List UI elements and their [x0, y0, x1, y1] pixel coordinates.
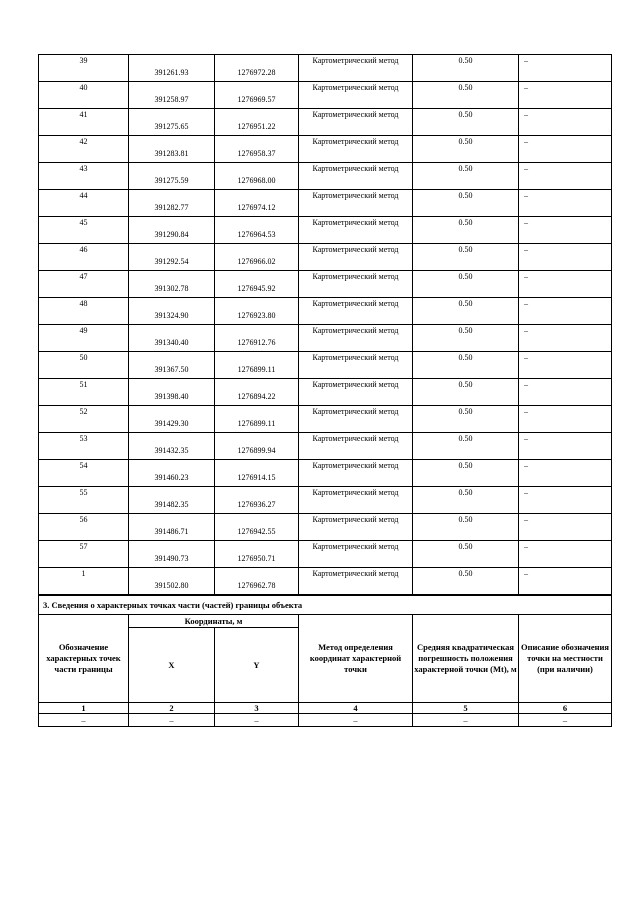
table-row: [39, 514, 612, 541]
column-number: 3: [215, 703, 299, 714]
error-cell: 0.50: [413, 460, 519, 487]
description-cell: –: [519, 136, 612, 163]
point-number: 44: [39, 190, 129, 217]
error-cell: 0.50: [413, 379, 519, 406]
description-cell: –: [519, 298, 612, 325]
table-row: [39, 55, 612, 82]
table-row: [39, 163, 612, 190]
description-cell: –: [519, 109, 612, 136]
coord-x: 391398.40: [129, 379, 215, 406]
error-cell: 0.50: [413, 433, 519, 460]
header-error: Средняя квадратическая погрешность положения характерной точки (Mt), м: [413, 615, 519, 703]
coord-x: 391290.84: [129, 217, 215, 244]
coord-y: 1276966.02: [215, 244, 299, 271]
error-cell: 0.50: [413, 136, 519, 163]
method-cell: Картометрический метод: [299, 352, 413, 379]
point-number: 51: [39, 379, 129, 406]
section-title: 3. Сведения о характерных точках части (частей) границы объекта: [39, 596, 612, 615]
method-cell: Картометрический метод: [299, 460, 413, 487]
method-cell: Картометрический метод: [299, 487, 413, 514]
empty-cell: –: [519, 714, 612, 727]
table-row: [39, 136, 612, 163]
error-cell: 0.50: [413, 82, 519, 109]
description-cell: –: [519, 55, 612, 82]
table-row: [39, 190, 612, 217]
table-row: [39, 271, 612, 298]
coord-x: 391283.81: [129, 136, 215, 163]
coord-x: 391261.93: [129, 55, 215, 82]
coord-x: 391486.71: [129, 514, 215, 541]
error-cell: 0.50: [413, 271, 519, 298]
coord-y: 1276894.22: [215, 379, 299, 406]
table-row: [39, 82, 612, 109]
coord-x: 391460.23: [129, 460, 215, 487]
description-cell: –: [519, 271, 612, 298]
table-row: [39, 298, 612, 325]
coord-y: 1276945.92: [215, 271, 299, 298]
coord-y: 1276962.78: [215, 568, 299, 595]
method-cell: Картометрический метод: [299, 55, 413, 82]
method-cell: Картометрический метод: [299, 433, 413, 460]
description-cell: –: [519, 487, 612, 514]
coord-y: 1276923.80: [215, 298, 299, 325]
header-description: Описание обозначения точки на местности (при наличии): [519, 615, 612, 703]
point-number: 55: [39, 487, 129, 514]
table-row: [39, 379, 612, 406]
method-cell: Картометрический метод: [299, 298, 413, 325]
coord-x: 391490.73: [129, 541, 215, 568]
error-cell: 0.50: [413, 541, 519, 568]
header-coordinates: Координаты, м: [129, 615, 299, 628]
empty-cell: –: [129, 714, 215, 727]
method-cell: Картометрический метод: [299, 82, 413, 109]
point-number: 53: [39, 433, 129, 460]
error-cell: 0.50: [413, 163, 519, 190]
point-number: 47: [39, 271, 129, 298]
coord-y: 1276899.11: [215, 406, 299, 433]
coord-x: 391324.90: [129, 298, 215, 325]
coord-y: 1276942.55: [215, 514, 299, 541]
description-cell: –: [519, 433, 612, 460]
description-cell: –: [519, 406, 612, 433]
method-cell: Картометрический метод: [299, 541, 413, 568]
method-cell: Картометрический метод: [299, 271, 413, 298]
table-row: [39, 541, 612, 568]
document-sheet: [38, 54, 611, 727]
coord-x: 391282.77: [129, 190, 215, 217]
coord-y: 1276968.00: [215, 163, 299, 190]
coord-x: 391502.80: [129, 568, 215, 595]
error-cell: 0.50: [413, 217, 519, 244]
error-cell: 0.50: [413, 298, 519, 325]
method-cell: Картометрический метод: [299, 379, 413, 406]
coord-x: 391340.40: [129, 325, 215, 352]
description-cell: –: [519, 163, 612, 190]
description-cell: –: [519, 541, 612, 568]
section3-table: [38, 595, 612, 727]
method-cell: Картометрический метод: [299, 406, 413, 433]
method-cell: Картометрический метод: [299, 325, 413, 352]
table-row: [39, 109, 612, 136]
coord-x: 391429.30: [129, 406, 215, 433]
coord-x: 391367.50: [129, 352, 215, 379]
point-number: 48: [39, 298, 129, 325]
point-number: 1: [39, 568, 129, 595]
point-number: 49: [39, 325, 129, 352]
table-row: [39, 244, 612, 271]
coord-y: 1276964.53: [215, 217, 299, 244]
header-method: Метод определения координат характерной точки: [299, 615, 413, 703]
table-row: [39, 325, 612, 352]
coord-y: 1276969.57: [215, 82, 299, 109]
coord-y: 1276958.37: [215, 136, 299, 163]
point-number: 42: [39, 136, 129, 163]
table-row: [39, 433, 612, 460]
point-number: 40: [39, 82, 129, 109]
error-cell: 0.50: [413, 352, 519, 379]
error-cell: 0.50: [413, 109, 519, 136]
error-cell: 0.50: [413, 190, 519, 217]
method-cell: Картометрический метод: [299, 217, 413, 244]
description-cell: –: [519, 82, 612, 109]
coord-y: 1276951.22: [215, 109, 299, 136]
coord-y: 1276972.28: [215, 55, 299, 82]
coord-y: 1276936.27: [215, 487, 299, 514]
method-cell: Картометрический метод: [299, 136, 413, 163]
empty-cell: –: [299, 714, 413, 727]
method-cell: Картометрический метод: [299, 163, 413, 190]
coord-y: 1276899.11: [215, 352, 299, 379]
coord-y: 1276899.94: [215, 433, 299, 460]
point-number: 57: [39, 541, 129, 568]
column-number: 5: [413, 703, 519, 714]
description-cell: –: [519, 217, 612, 244]
error-cell: 0.50: [413, 514, 519, 541]
column-number: 6: [519, 703, 612, 714]
coord-x: 391275.59: [129, 163, 215, 190]
empty-data-row: [39, 714, 612, 727]
error-cell: 0.50: [413, 568, 519, 595]
table-row: [39, 406, 612, 433]
coord-y: 1276974.12: [215, 190, 299, 217]
empty-cell: –: [215, 714, 299, 727]
error-cell: 0.50: [413, 406, 519, 433]
table-row: [39, 352, 612, 379]
coord-x: 391275.65: [129, 109, 215, 136]
points-table: [38, 54, 612, 595]
column-number: 2: [129, 703, 215, 714]
method-cell: Картометрический метод: [299, 514, 413, 541]
method-cell: Картометрический метод: [299, 568, 413, 595]
description-cell: –: [519, 568, 612, 595]
coord-y: 1276912.76: [215, 325, 299, 352]
coord-y: 1276914.15: [215, 460, 299, 487]
description-cell: –: [519, 460, 612, 487]
empty-cell: –: [39, 714, 129, 727]
coord-x: 391302.78: [129, 271, 215, 298]
table-row: [39, 217, 612, 244]
point-number: 52: [39, 406, 129, 433]
coord-x: 391292.54: [129, 244, 215, 271]
coord-y: 1276950.71: [215, 541, 299, 568]
table-row: [39, 460, 612, 487]
empty-cell: –: [413, 714, 519, 727]
description-cell: –: [519, 190, 612, 217]
error-cell: 0.50: [413, 244, 519, 271]
header-y: Y: [215, 628, 299, 703]
point-number: 56: [39, 514, 129, 541]
point-number: 50: [39, 352, 129, 379]
column-number: 4: [299, 703, 413, 714]
coord-x: 391258.97: [129, 82, 215, 109]
description-cell: –: [519, 325, 612, 352]
point-number: 39: [39, 55, 129, 82]
description-cell: –: [519, 352, 612, 379]
error-cell: 0.50: [413, 487, 519, 514]
description-cell: –: [519, 514, 612, 541]
coord-x: 391432.35: [129, 433, 215, 460]
description-cell: –: [519, 379, 612, 406]
column-numbers-row: [39, 703, 612, 714]
point-number: 54: [39, 460, 129, 487]
point-number: 41: [39, 109, 129, 136]
table-row: [39, 487, 612, 514]
point-number: 45: [39, 217, 129, 244]
header-x: X: [129, 628, 215, 703]
coord-x: 391482.35: [129, 487, 215, 514]
table-row: [39, 568, 612, 595]
method-cell: Картометрический метод: [299, 109, 413, 136]
error-cell: 0.50: [413, 325, 519, 352]
description-cell: –: [519, 244, 612, 271]
point-number: 46: [39, 244, 129, 271]
method-cell: Картометрический метод: [299, 190, 413, 217]
point-number: 43: [39, 163, 129, 190]
header-designation: Обозначение характерных точек части границы: [39, 615, 129, 703]
method-cell: Картометрический метод: [299, 244, 413, 271]
error-cell: 0.50: [413, 55, 519, 82]
column-number: 1: [39, 703, 129, 714]
